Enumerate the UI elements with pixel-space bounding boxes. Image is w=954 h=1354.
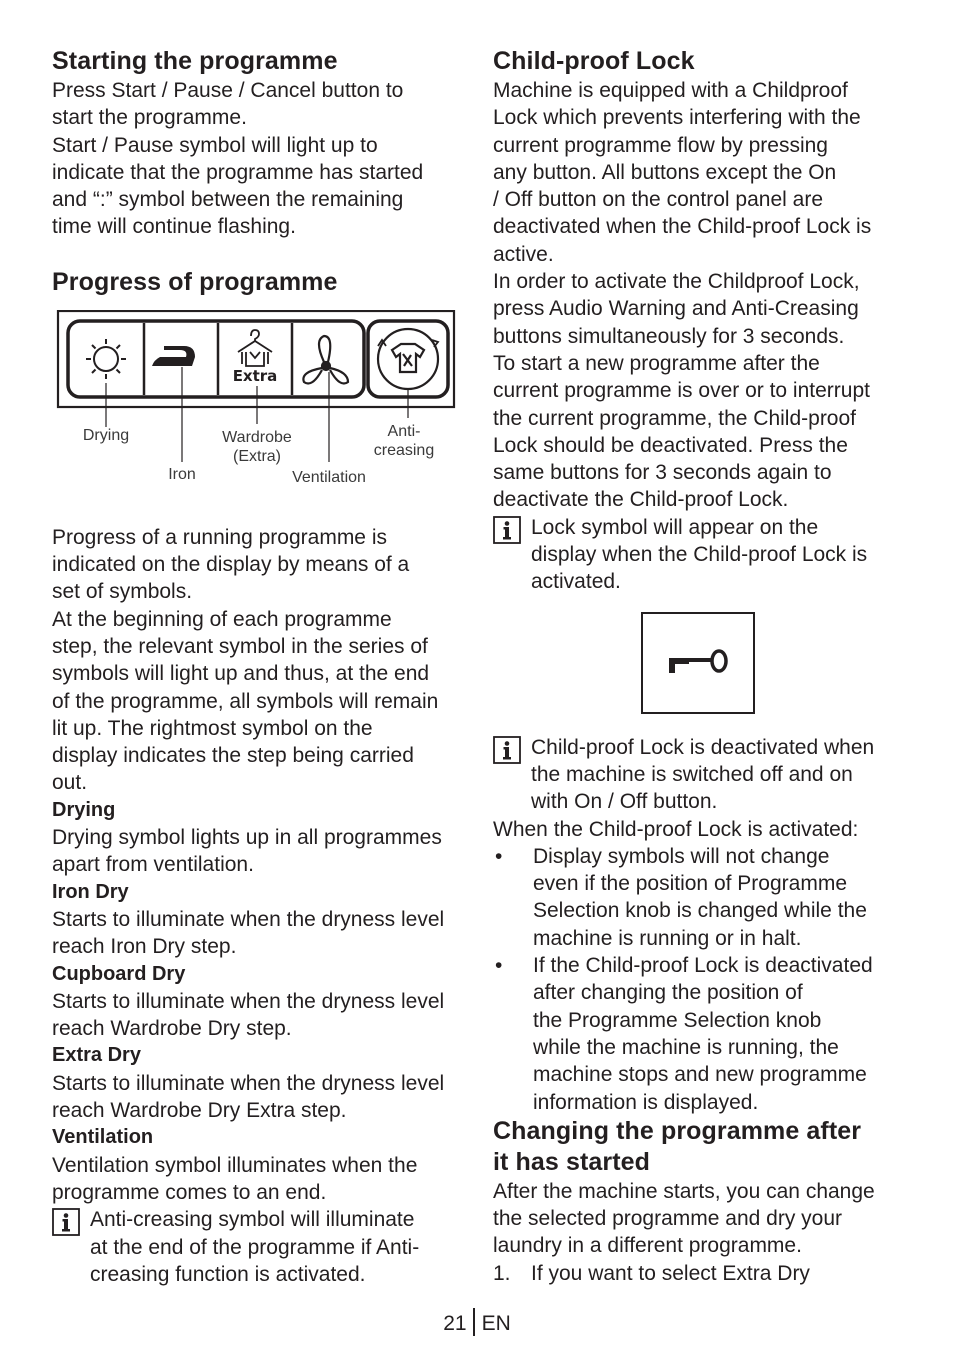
text-line: Lock should be deactivated. Press the — [493, 433, 848, 457]
text-line: After the machine starts, you can change — [493, 1179, 875, 1203]
text-line: / Off button on the control panel are — [493, 188, 824, 212]
text-line: same buttons for 3 seconds again to — [493, 461, 832, 485]
text-line: reach Wardrobe Dry step. — [52, 1017, 292, 1041]
progress-text — [52, 524, 462, 797]
text-line: set of symbols. — [52, 580, 193, 604]
ventilation-label: Ventilation — [292, 468, 366, 486]
text-line: Anti-creasing symbol will illuminate — [90, 1208, 415, 1232]
hanger-icon — [238, 330, 272, 366]
text-line: while the machine is running, the — [533, 1035, 839, 1059]
text-line: the Programme Selection knob — [533, 1008, 822, 1032]
iron-label: Iron — [168, 465, 196, 483]
extra-label: Extra — [232, 366, 278, 385]
list-item — [493, 843, 903, 952]
info-icon — [493, 516, 521, 544]
extra-dry-text — [52, 1070, 462, 1125]
text-line: information is displayed. — [533, 1090, 759, 1114]
display-panel — [52, 310, 462, 420]
text-line: press Audio Warning and Anti-Creasing — [493, 297, 859, 321]
lock-symbol-note — [493, 514, 903, 596]
text-line: deactivated when the Child-proof Lock is — [493, 215, 872, 239]
anti-label-line: Anti- — [387, 422, 421, 440]
text-line: symbols will light up and thus, at the end — [52, 662, 430, 686]
text-line: Selection knob is changed while the — [533, 899, 867, 923]
text-line: buttons simultaneously for 3 seconds. — [493, 324, 845, 348]
list-item — [493, 952, 903, 1116]
text-line: Child-proof Lock is deactivated when — [531, 735, 875, 759]
deactivation-note — [493, 734, 903, 816]
anti-creasing-label — [364, 422, 444, 460]
numbered-item — [493, 1260, 903, 1287]
text-line: Starts to illuminate when the dryness level — [52, 1071, 445, 1095]
text-line: display when the Child-proof Lock is — [531, 543, 868, 567]
ventilation-heading: Ventilation — [52, 1126, 154, 1149]
item-number: 1. — [493, 1261, 511, 1285]
text-line: with On / Off button. — [531, 790, 718, 814]
text-line: Starts to illuminate when the dryness level — [52, 989, 445, 1013]
text-line: Press Start / Pause / Cancel button to — [52, 79, 404, 102]
text-line: display indicates the step being carried — [52, 744, 414, 768]
text-line: step, the relevant symbol in the series of — [52, 634, 428, 658]
anti-label-line: creasing — [373, 441, 435, 459]
heading-line: Changing the programme after — [493, 1116, 862, 1145]
text-line: programme comes to an end. — [52, 1180, 327, 1204]
heading-line: it has started — [493, 1147, 651, 1176]
text-line: If the Child-proof Lock is deactivated — [533, 954, 873, 978]
key-icon — [663, 646, 733, 680]
lock-symbol-box — [641, 612, 755, 714]
text-line: Machine is equipped with a Childproof — [493, 79, 848, 102]
bullet: • — [495, 954, 503, 978]
ventilation-text — [52, 1152, 462, 1207]
starting-heading: Starting the programme — [52, 47, 338, 75]
text-line: of the programme, all symbols will remain — [52, 689, 439, 713]
text-line: Display symbols will not change — [533, 844, 830, 868]
page-footer — [0, 1308, 954, 1336]
when-activated-text: When the Child-proof Lock is activated: — [493, 817, 859, 841]
text-line: indicate that the programme has started — [52, 160, 424, 184]
text-line: out. — [52, 771, 88, 795]
item-text: If you want to select Extra Dry — [531, 1261, 810, 1285]
iron-dry-heading: Iron Dry — [52, 880, 129, 903]
progress-heading: Progress of programme — [52, 267, 338, 296]
text-line: In order to activate the Childproof Lock, — [493, 270, 860, 294]
text-line: creasing function is activated. — [90, 1262, 366, 1286]
text-line: Lock which prevents interfering with the — [493, 106, 861, 130]
text-line: current programme flow by pressing — [493, 133, 828, 157]
left-column — [52, 46, 462, 1288]
text-line: deactivate the Child-proof Lock. — [493, 488, 789, 512]
text-line: the machine is switched off and on — [531, 762, 853, 786]
sun-icon — [86, 339, 126, 379]
footer-divider — [473, 1308, 475, 1336]
text-line: any button. All buttons except the On — [493, 160, 837, 184]
text-line: time will continue flashing. — [52, 215, 296, 239]
text-line: lit up. The rightmost symbol on the — [52, 716, 373, 740]
text-line: Progress of a running programme is — [52, 525, 387, 549]
childproof-heading: Child-proof Lock — [493, 47, 695, 75]
childproof-text — [493, 77, 903, 514]
anti-creasing-icon — [378, 329, 438, 389]
iron-dry-text — [52, 906, 462, 961]
extra-dry-heading: Extra Dry — [52, 1044, 141, 1067]
text-line: after changing the position of — [533, 981, 803, 1005]
anti-creasing-note — [52, 1206, 462, 1288]
cupboard-dry-heading: Cupboard Dry — [52, 962, 186, 985]
text-line: Start / Pause symbol will light up to — [52, 133, 378, 157]
language-code: EN — [481, 1312, 511, 1335]
text-line: machine is running or in halt. — [533, 926, 802, 950]
text-line: the selected programme and dry your — [493, 1207, 843, 1231]
changing-heading — [493, 1116, 903, 1178]
text-line: at the end of the programme if Anti- — [90, 1235, 420, 1259]
info-icon — [52, 1208, 80, 1236]
right-column — [493, 46, 903, 1287]
text-line: reach Wardrobe Dry Extra step. — [52, 1099, 347, 1123]
text-line: apart from ventilation. — [52, 853, 254, 877]
text-line: Starts to illuminate when the dryness level — [52, 907, 445, 931]
drying-heading: Drying — [52, 798, 116, 821]
page-number: 21 — [443, 1312, 467, 1335]
drying-label: Drying — [82, 426, 130, 444]
wardrobe-label-line: (Extra) — [233, 447, 281, 465]
bullet: • — [495, 844, 503, 868]
text-line: start the programme. — [52, 106, 247, 130]
text-line: activated. — [531, 570, 621, 594]
text-line: current programme is over or to interrupt — [493, 379, 870, 403]
wardrobe-label-line: Wardrobe — [222, 428, 292, 446]
text-line: reach Iron Dry step. — [52, 935, 237, 959]
fan-icon — [303, 336, 348, 384]
text-line: indicated on the display by means of a — [52, 553, 410, 577]
wardrobe-label — [207, 428, 307, 466]
text-line: machine stops and new programme — [533, 1063, 867, 1087]
text-line: Lock symbol will appear on the — [531, 515, 819, 539]
text-line: even if the position of Programme — [533, 872, 847, 896]
text-line: active. — [493, 242, 554, 266]
text-line: the current programme, the Child-proof — [493, 406, 856, 430]
text-line: To start a new programme after the — [493, 351, 820, 375]
cupboard-dry-text — [52, 988, 462, 1043]
text-line: and “:” symbol between the remaining — [52, 188, 404, 212]
starting-text — [52, 77, 462, 241]
bullet-list — [493, 843, 903, 1116]
drying-text — [52, 824, 462, 879]
display-panel-diagram — [52, 310, 462, 510]
text-line: At the beginning of each programme — [52, 607, 392, 631]
text-line: Drying symbol lights up in all programmes — [52, 826, 442, 850]
text-line: Ventilation symbol illuminates when the — [52, 1153, 418, 1177]
changing-text — [493, 1178, 903, 1260]
info-icon — [493, 736, 521, 764]
text-line: laundry in a different programme. — [493, 1234, 802, 1258]
iron-icon — [152, 346, 195, 366]
